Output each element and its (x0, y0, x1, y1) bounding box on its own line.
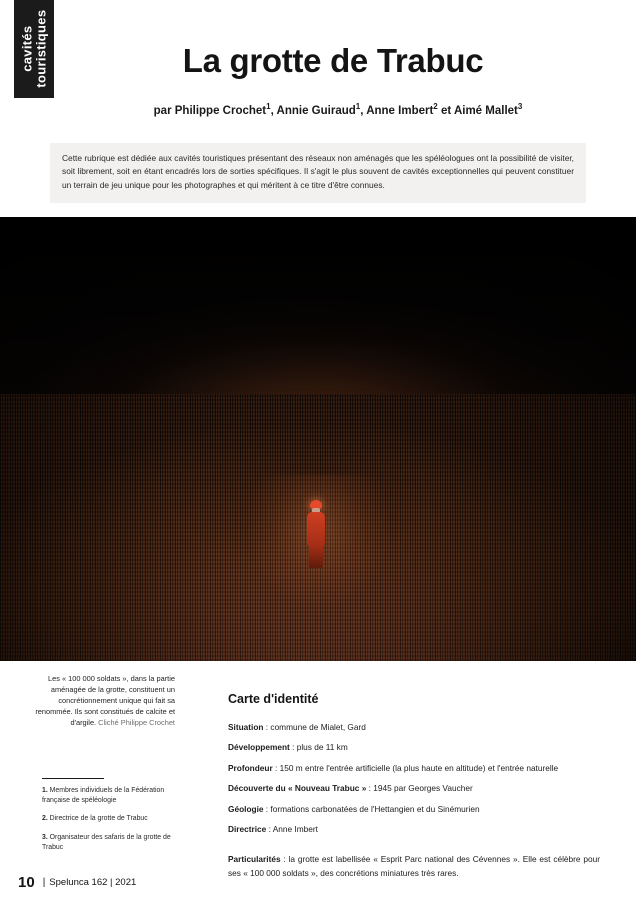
identity-value-directrice: Anne Imbert (272, 824, 318, 835)
identity-row-situation (228, 721, 620, 733)
identity-label-decouverte: Découverte du « Nouveau Trabuc » (228, 783, 367, 794)
author-note-3: 2 (433, 102, 438, 111)
identity-card (228, 692, 620, 880)
page-footer (0, 864, 636, 900)
footnotes-divider (42, 778, 104, 779)
footnote-1 (42, 786, 192, 807)
identity-sep-developpement: : (289, 742, 297, 753)
footnote-1-marker: 1. (42, 786, 48, 794)
identity-label-geologie: Géologie (228, 803, 264, 814)
footnote-2-marker: 2. (42, 815, 48, 823)
footnote-3 (42, 833, 192, 854)
photo-caption (20, 673, 175, 729)
page-number: 10 (18, 873, 35, 891)
identity-value-profondeur: 150 m entre l'entrée artificielle (la plus haute en altitude) et l'entrée naturelle (279, 762, 559, 773)
identity-row-geologie (228, 803, 620, 815)
author-note-1: 1 (266, 102, 271, 111)
author-name-3: Anne Imbert (366, 104, 434, 117)
author-note-4: 3 (517, 102, 523, 111)
identity-value-developpement: plus de 11 km (296, 742, 348, 753)
identity-card-heading: Carte d'identité (228, 691, 319, 706)
identity-value-geologie: formations carbonatées de l'Hettangien et du Sinémurien (270, 803, 480, 814)
footnote-3-marker: 3. (42, 833, 48, 841)
photo-caption-text: Les « 100 000 soldats », dans la partie aménagée de la grotte, constituent un concrétionnement unique qui fait sa renommée. Ils sont constitués de calcite et d'argile. (35, 673, 175, 728)
identity-sep-profondeur: : (272, 762, 280, 773)
identity-row-developpement (228, 741, 620, 753)
footnote-3-text: Organisateur des safaris de la grotte de Trabuc (42, 833, 171, 852)
author-note-2: 1 (355, 102, 361, 111)
footnotes-block (42, 778, 192, 862)
section-tab-line-2: touristiques (33, 10, 48, 88)
identity-row-directrice (228, 823, 620, 835)
footnote-1-text: Membres individuels de la Fédération française de spéléologie (42, 786, 165, 805)
identity-label-situation: Situation (228, 721, 264, 732)
identity-value-situation: commune de Mialet, Gard (270, 721, 366, 732)
footnote-2-text: Directrice de la grotte de Trabuc (47, 815, 148, 823)
main-photo (0, 217, 636, 661)
page-title: La grotte de Trabuc (182, 42, 484, 79)
footnote-2 (42, 814, 192, 824)
identity-label-profondeur: Profondeur (228, 762, 273, 773)
identity-row-profondeur (228, 762, 620, 774)
title-block (0, 0, 636, 117)
identity-sep-decouverte: : (366, 783, 374, 794)
photo-credit: Cliché Philippe Crochet (98, 718, 175, 728)
identity-label-particularites: Particularités (228, 854, 281, 865)
footer-source: Spelunca 162 | 2021 (49, 876, 137, 888)
identity-sep-directrice: : (266, 824, 273, 835)
identity-value-decouverte: 1945 par Georges Vaucher (373, 783, 473, 794)
author-name-1: Philippe Crochet (174, 104, 267, 117)
section-tab-label (20, 10, 47, 88)
footer-separator: | (42, 876, 46, 888)
identity-label-directrice: Directrice (228, 824, 267, 835)
identity-sep-geologie: : (263, 803, 271, 814)
author-name-4: Aimé Mallet (453, 104, 518, 117)
byline: par Philippe Crochet$^1$, Annie Guiraud$^1$, Anne Imbert$^2$ et Aimé Mallet$^3$ (153, 102, 523, 117)
identity-sep-situation: : (263, 721, 271, 732)
section-tab (14, 0, 54, 98)
byline-prefix: par (153, 104, 175, 117)
author-name-2: Annie Guiraud (276, 104, 356, 117)
identity-row-decouverte (228, 782, 620, 794)
identity-value-particularites: : la grotte est labellisée « Esprit Parc national des Cévennes ». Elle est célèbre pour ses « 100 000 soldats », des concrétions miniatures très rares. (228, 854, 600, 878)
photo-vignette (0, 217, 636, 661)
section-tab-line-1: cavités (19, 25, 35, 73)
identity-label-developpement: Développement (228, 742, 290, 753)
intro-paragraph: Cette rubrique est dédiée aux cavités touristiques présentant des réseaux non aménagés que les spéléologues ont la possibilité de visiter, soit librement, soit en étant encadrés lors de sorties spécifiques. Il s'agit le plus souvent de cavités exceptionnelles qui peuvent constituer un terrain de jeu unique pour les photographes et qui méritent à ce titre d'être connues. (50, 143, 586, 203)
